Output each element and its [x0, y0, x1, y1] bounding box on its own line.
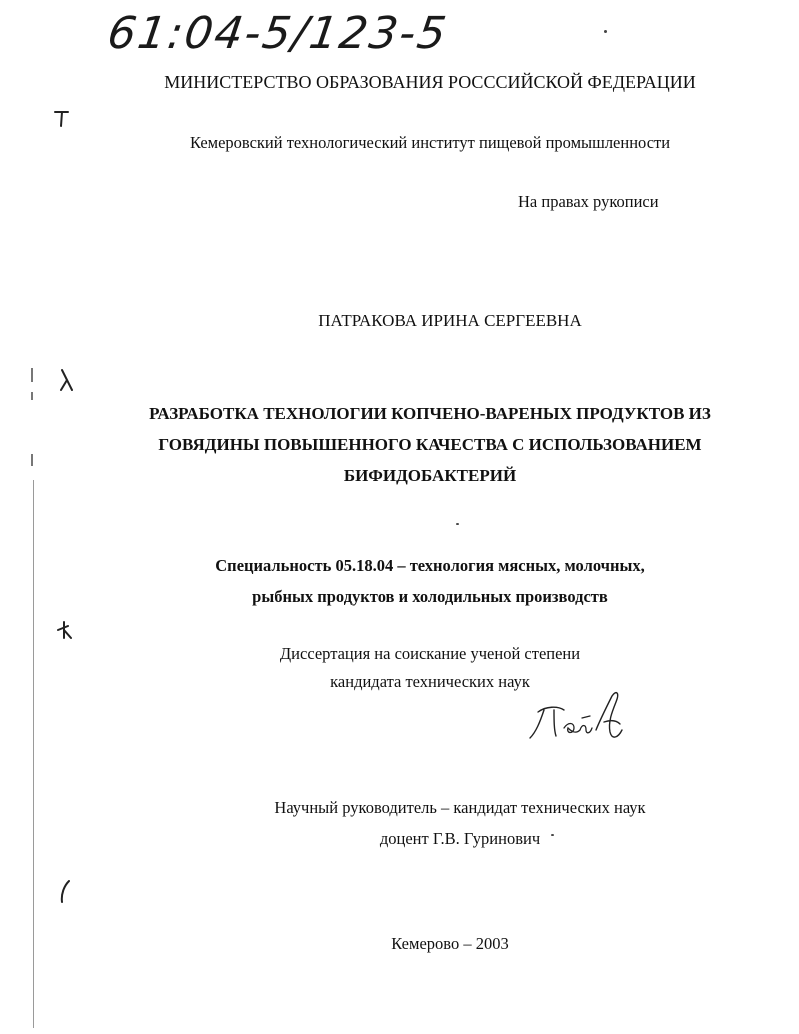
degree-line: кандидата технических наук: [330, 672, 530, 691]
scan-speck: [604, 30, 607, 33]
scan-margin-tick: [31, 368, 33, 382]
dissertation-title: [120, 398, 740, 491]
handwritten-archive-code: 61:04-5/123-5: [104, 8, 451, 59]
margin-mark-icon: [58, 368, 76, 394]
author-signature: [524, 688, 634, 748]
margin-mark-icon: [52, 108, 72, 130]
scan-speck: [456, 523, 459, 525]
scan-margin-tick: [31, 454, 33, 466]
manuscript-rights-note: На правах рукописи: [518, 192, 659, 211]
supervisor-line: доцент Г.В. Гуринович: [379, 829, 541, 848]
supervisor-line: Научный руководитель – кандидат технических наук: [274, 798, 646, 817]
title-line: ГОВЯДИНЫ ПОВЫШЕННОГО КАЧЕСТВА С ИСПОЛЬЗОВАНИЕМ: [158, 435, 702, 454]
specialty-line: рыбных продуктов и холодильных производств: [252, 587, 608, 606]
title-line: РАЗРАБОТКА ТЕХНОЛОГИИ КОПЧЕНО-ВАРЕНЫХ ПРОДУКТОВ ИЗ: [149, 404, 711, 423]
degree-line: Диссертация на соискание ученой степени: [279, 644, 581, 663]
ministry-heading: МИНИСТЕРСТВО ОБРАЗОВАНИЯ РОСССИЙСКОЙ ФЕДЕРАЦИИ: [164, 72, 696, 92]
title-line: БИФИДОБАКТЕРИЙ: [343, 466, 517, 485]
margin-mark-icon: [56, 620, 76, 642]
specialty-line: Специальность 05.18.04 – технология мясных, молочных,: [215, 556, 645, 575]
scan-margin-tick: [31, 392, 33, 400]
author-name: ПАТРАКОВА ИРИНА СЕРГЕЕВНА: [318, 311, 582, 330]
scan-margin-line: [33, 480, 34, 1028]
supervisor-block: [180, 792, 740, 854]
city-year: Кемерово – 2003: [391, 934, 509, 953]
signature-drawing: [524, 688, 634, 748]
margin-mark-icon: [58, 878, 72, 904]
scan-speck: [551, 834, 554, 836]
institute-name: Кемеровский технологический институт пищевой промышленности: [189, 133, 671, 152]
specialty-block: [150, 550, 710, 612]
